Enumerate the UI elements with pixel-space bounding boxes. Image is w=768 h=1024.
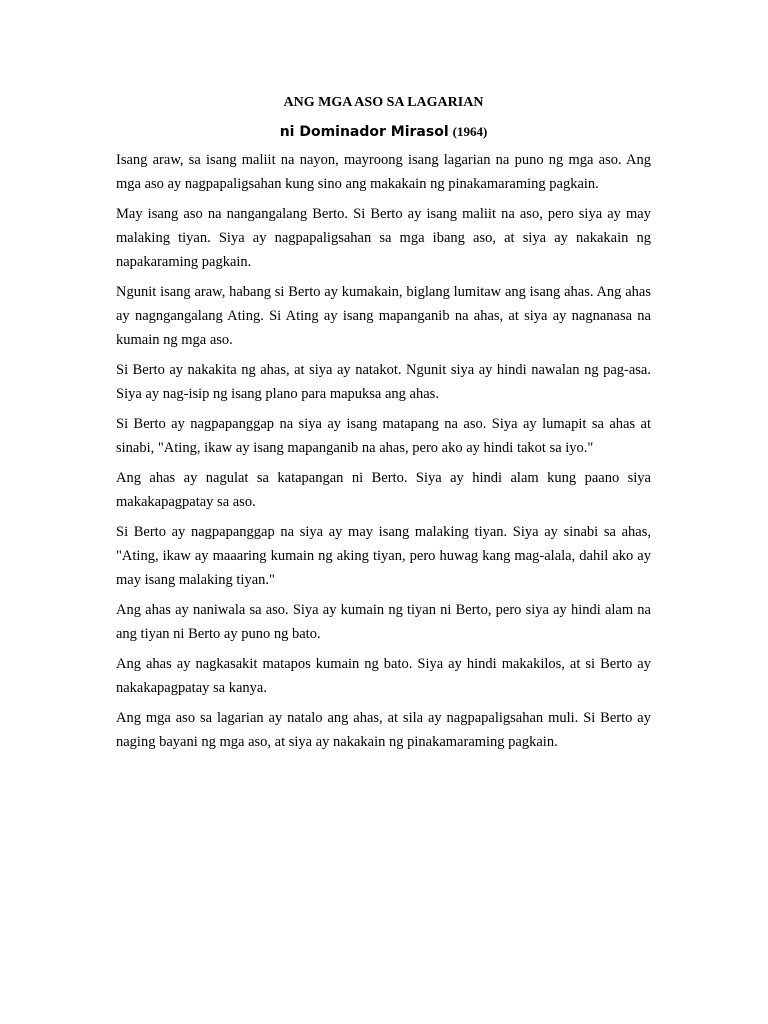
- paragraph-10: Ang mga aso sa lagarian ay natalo ang ahas, at sila ay nagpapaligsahan muli. Si Berto ay naging bayani ng mga aso, at siya ay nakakain ng pinakamaraming pagkain.: [116, 710, 651, 750]
- paragraph-1: Isang araw, sa isang maliit na nayon, mayroong isang lagarian na puno ng mga aso. Ang mga aso ay nagpapaligsahan kung sino ang makakain ng pinakamaraming pagkain.: [116, 152, 651, 192]
- author-name: ni Dominador Mirasol: [279, 124, 449, 140]
- paragraph-5: Si Berto ay nagpapanggap na siya ay isang matapang na aso. Siya ay lumapit sa ahas at sinabi, "Ating, ikaw ay isang mapanganib na ahas, pero ako ay hindi takot sa iyo.": [116, 416, 651, 456]
- document-body: [116, 93, 651, 760]
- paragraph-7: Si Berto ay nagpapanggap na siya ay may isang malaking tiyan. Siya ay sinabi sa ahas, "Ating, ikaw ay maaaring kumain ng aking tiyan, pero huwag kang mag-alala, dahil ako ay may isang malaking tiyan.": [116, 524, 651, 588]
- byline: [116, 122, 651, 142]
- story-title: ANG MGA ASO SA LAGARIAN: [283, 95, 484, 110]
- publication-year: (1964): [452, 124, 488, 139]
- paragraph-6: Ang ahas ay nagulat sa katapangan ni Berto. Siya ay hindi alam kung paano siya makakapagpatay sa aso.: [116, 470, 651, 510]
- paragraph-8: Ang ahas ay naniwala sa aso. Siya ay kumain ng tiyan ni Berto, pero siya ay hindi alam na ang tiyan ni Berto ay puno ng bato.: [116, 602, 651, 642]
- paragraph-9: Ang ahas ay nagkasakit matapos kumain ng bato. Siya ay hindi makakilos, at si Berto ay nakakapagpatay sa kanya.: [116, 656, 651, 696]
- paragraph-3: Ngunit isang araw, habang si Berto ay kumakain, biglang lumitaw ang isang ahas. Ang ahas ay nagngangalang Ating. Si Ating ay isang mapanganib na ahas, at siya ay nagnanasa na kumain ng mga aso.: [116, 284, 651, 348]
- paragraph-4: Si Berto ay nakakita ng ahas, at siya ay natakot. Ngunit siya ay hindi nawalan ng pag-asa. Siya ay nag-isip ng isang plano para mapuksa ang ahas.: [116, 362, 651, 402]
- paragraph-2: May isang aso na nangangalang Berto. Si Berto ay isang maliit na aso, pero siya ay may malaking tiyan. Siya ay nagpapaligsahan sa mga ibang aso, at siya ay nakakain ng napakaraming pagkain.: [116, 206, 651, 270]
